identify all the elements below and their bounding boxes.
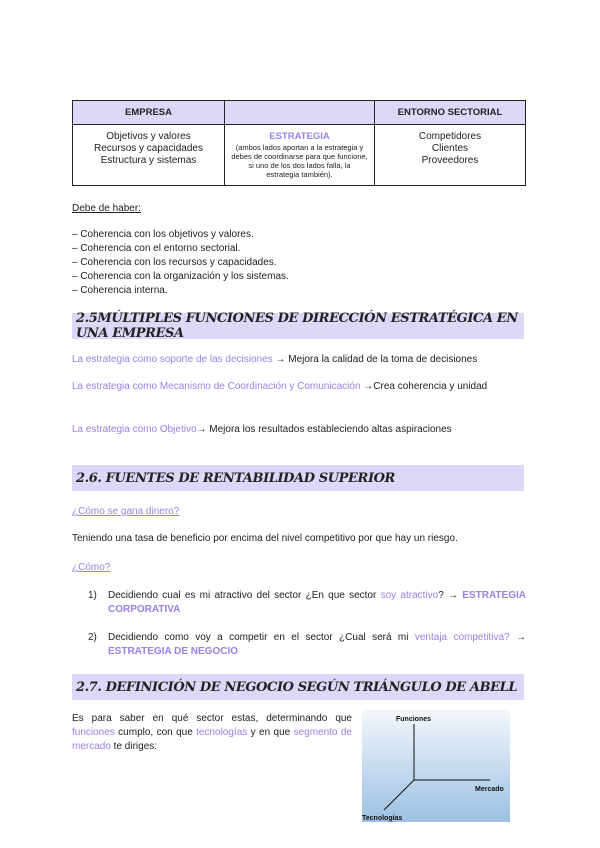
- list-item: [88, 631, 526, 659]
- paragraph-text: y en que: [247, 727, 294, 738]
- section-heading-2-5: 2.5MÚLTIPLES FUNCIONES DE DIRECCIÓN ESTRATÉGICA EN UNA EMPRESA: [72, 313, 524, 339]
- list-number: 2): [88, 632, 97, 643]
- paragraph-text: →Crea coherencia y unidad: [360, 381, 488, 392]
- list-item: – Coherencia con la organización y los sistemas.: [72, 271, 289, 282]
- table-cell-entorno: [375, 125, 525, 185]
- label-tecnologias: Tecnologías: [362, 815, 403, 822]
- paragraph: [72, 380, 526, 394]
- table-text: Estructura y sistemas: [100, 155, 197, 166]
- table-header-entorno: ENTORNO SECTORIAL: [375, 101, 525, 125]
- highlight-text: La estrategia como Mecanismo de Coordinación y Comunicación: [72, 381, 361, 392]
- list-item: – Coherencia con los recursos y capacidades.: [72, 257, 277, 268]
- paragraph: [72, 712, 352, 754]
- table-cell-empresa: [73, 125, 225, 185]
- table-header-empty: [225, 101, 375, 125]
- question-como-se-gana: ¿Cómo se gana dinero?: [72, 506, 180, 517]
- list-text: Decidiendo cual es mi atractivo del sector ¿En que sector: [108, 590, 381, 601]
- list-item: – Coherencia con los objetivos y valores.: [72, 229, 254, 240]
- highlight-text: ESTRATEGIA DE NEGOCIO: [108, 646, 239, 657]
- list-text: Decidiendo como voy a competir en el sector ¿Cual será mi: [108, 632, 415, 643]
- section-heading-2-7: 2.7. DEFINICIÓN DE NEGOCIO SEGÚN TRIÁNGULO DE ABELL: [72, 674, 524, 700]
- paragraph-text: → Mejora los resultados estableciendo altas aspiraciones: [196, 424, 452, 435]
- list-item: – Coherencia con el entorno sectorial.: [72, 243, 241, 254]
- list-number: 1): [88, 590, 97, 601]
- estrategia-title: ESTRATEGIA: [269, 131, 330, 142]
- table-text: Competidores: [418, 131, 482, 142]
- paragraph-text: te diriges:: [110, 741, 158, 752]
- paragraph-text: Es para saber en qué sector estas, determinando que: [72, 713, 352, 724]
- debe-list: [72, 228, 289, 298]
- abell-triangle-diagram: [362, 710, 510, 822]
- list-item: – Coherencia interna.: [72, 285, 168, 296]
- debe-title: Debe de haber:: [72, 203, 141, 214]
- paragraph: Teniendo una tasa de beneficio por encima del nivel competitivo por que hay un riesgo.: [72, 533, 458, 544]
- paragraph-text: cumplo, con que: [114, 727, 197, 738]
- estrategia-note: (ambos lados aportan a la estrategia y debes de coordinarse para que funcione, si uno de los dos lados falla, la estrategia también).: [231, 143, 368, 179]
- highlight-text: tecnologías: [196, 727, 248, 738]
- paragraph: [72, 423, 526, 437]
- label-funciones: Funciones: [396, 716, 432, 723]
- table-text: Recursos y capacidades: [94, 143, 203, 154]
- highlight-text: soy atractivo: [380, 590, 439, 601]
- question-como: ¿Cómo?: [72, 562, 111, 573]
- highlight-text: La estrategia como Objetivo: [72, 424, 197, 435]
- highlight-text: funciones: [72, 727, 115, 738]
- list-text: ? →: [438, 590, 463, 601]
- highlight-text: ESTRATEGIA CORPORATIVA: [108, 590, 526, 615]
- paragraph: [72, 353, 526, 367]
- section-heading-2-6: 2.6. FUENTES DE RENTABILIDAD SUPERIOR: [72, 465, 524, 491]
- table-text: Proveedores: [421, 155, 479, 166]
- table-header-empresa: EMPRESA: [73, 101, 225, 125]
- diagram-background: [362, 710, 510, 822]
- table-text: Objetivos y valores: [106, 131, 191, 142]
- list-text: →: [509, 632, 526, 643]
- highlight-text: ventaja competitiva?: [414, 632, 510, 643]
- label-mercado: Mercado: [475, 786, 504, 793]
- strategy-table: [72, 100, 526, 186]
- table-text: Clientes: [431, 143, 469, 154]
- table-cell-estrategia: [225, 125, 375, 185]
- paragraph-text: → Mejora la calidad de la toma de decisiones: [272, 354, 478, 365]
- highlight-text: La estrategia como soporte de las decisiones: [72, 354, 273, 365]
- list-item: [88, 589, 526, 617]
- highlight-text: segmento de mercado: [72, 727, 352, 752]
